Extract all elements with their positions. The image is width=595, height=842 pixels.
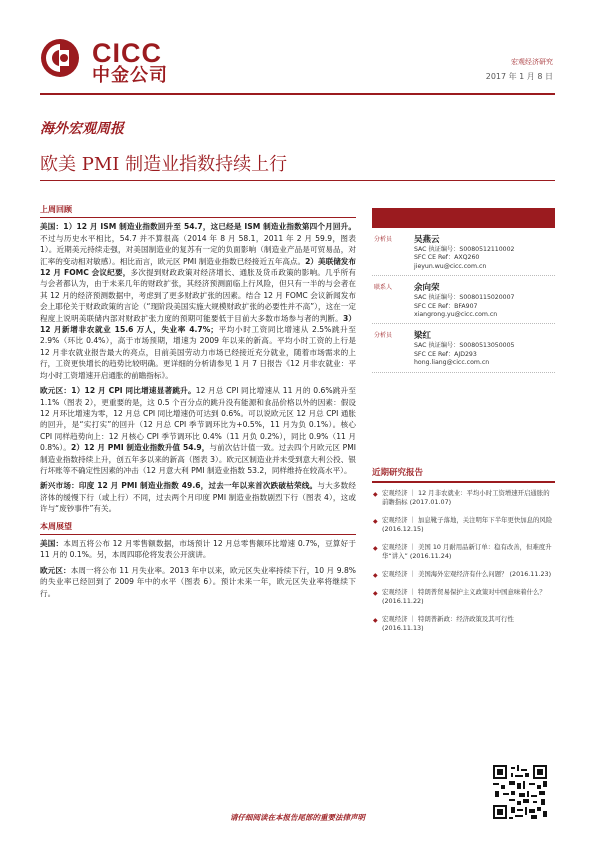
header-divider bbox=[40, 93, 555, 95]
analyst-email[interactable]: hong.liang@cicc.com.cn bbox=[414, 359, 490, 367]
logo-wordmark-en: CICC bbox=[92, 38, 162, 68]
cicc-logo-icon bbox=[40, 38, 80, 78]
us-paragraph: 美国：1）12 月 ISM 制造业指数回升至 54.7，这已经是 ISM 制造业指数第四个月回升。不过与历史水平相比，54.7 并不算很高（2014 年 8 月 58.1，2011 年 2 月 59.9，图表 1）。近期美元持续走强，对美国制造业的复苏有一定的负面影响（制造业产品是可贸易品，对汇率的变动相对敏感）。相比而言，欧元区 PMI 制造业指数已经接近五年高点。2）美联储发布 12 月 FOMC 会议纪要，多次提到财政政策对经济增长、通胀及货币政策的影响。几乎所有与会者都认为，由于未来几年的财政扩张，其经济预测面临上行风险，但只有一半的与会者在其 12 月的经济预测数据中，考虑到了更多财政扩张的因素。结合 12 月 FOMC 会议新闻发布会上耶伦关于财政政策的言论（“现阶段美国实施大规模财政扩张的必要性并不高”），这在一定程度上说明美联储内部对财政扩张力度的预期可能要低于目前大多数市场参与者的判断。3）12 月新增非农就业 15.6 万人，失业率 4.7%；平均小时工资同比增速从 2.5%跳升至 2.9%（环比 0.4%），高于市场预期，增速为 2009 年以来的新高。平均小时工资的上行是 12 月非农就业报告最大的亮点，目前美国劳动力市场已经接近充分就业，随着市场需求的上行，工资更快增长的趋势比较明确。更详细的分析请参见 1 月 7 日报告《12 月非农就业：平均小时工资增速开启通胀的前瞻指标》。 bbox=[40, 222, 357, 380]
analyst-card: 联系人 余向荣 SAC 执证编号：S0080115020007 SFC CE Ref：BFA907 xiangrong.yu@cicc.com.cn bbox=[372, 276, 555, 324]
bullet-icon: ◆ bbox=[373, 572, 378, 579]
title-divider bbox=[40, 180, 555, 181]
analyst-name: 吴燕云 bbox=[414, 235, 440, 245]
bullet-icon: ◆ bbox=[373, 491, 378, 498]
related-report-link[interactable]: ◆ 宏观经济 ｜ 美国海外宏观经济有什么问题？ (2016.11.23) bbox=[373, 570, 552, 579]
main-content bbox=[40, 204, 356, 603]
bullet-icon: ◆ bbox=[373, 590, 378, 597]
related-report-link[interactable]: ◆ 宏观经济 ｜ 美国 10 月耐用品新订单：稳有改善，但难度升华“讲入” (2016.11.24) bbox=[373, 543, 552, 560]
report-category: 宏观经济研究 bbox=[511, 58, 553, 66]
analyst-name: 梁红 bbox=[414, 331, 432, 342]
next-eu-paragraph: 欧元区：本周一将公布 11 月失业率。2013 年中以来，欧元区失业率持续下行，10 月 9.8%的失业率已经回到了 2009 年中的水平（图表 6）。预计未来一年，欧元区失业率将继续下行。 bbox=[40, 565, 356, 598]
analyst-sidebar bbox=[372, 208, 555, 373]
related-report-link[interactable]: ◆ 宏观经济 ｜ 加息靴子落地，关注明年下半年更快加息的风险 (2016.12.15) bbox=[373, 516, 553, 533]
sidebar-header-bar bbox=[372, 208, 555, 228]
related-report-link[interactable]: ◆ 宏观经济 ｜ 12 月非农就业：平均小时工资增速开启通胀的前瞻指标 (2017.01.07) bbox=[373, 489, 550, 506]
bullet-icon: ◆ bbox=[373, 617, 378, 624]
related-reports-heading: 近期研究报告 bbox=[372, 466, 555, 483]
eu-paragraph: 欧元区：1）12 月 CPI 同比增速显著跳升。12 月总 CPI 同比增速从 11 月的 0.6%跳升至 1.1%（图表 2），更重要的是，这 0.5 个百分点的跳升没有能源和食品价格以外的因素：假设 12 月环比增速为零，12 月总 CPI 同比增速仍可达到 0.6%。可以说欧元区 12 月总 CPI 通胀的回升，是“实打实”的回升（12 月总 CPI 季节调环比为+0.5%，11 月为负 0.1%）。核心 CPI 同样趋势向上：12 月核心 CPI 季节调环比 0.4%（11 月负 0.2%），同比 0.9%（11 月 0.8%）。2）12 月 PMI 制造业指数升值 54.9，与前次估计值一致。过去四个月欧元区 PMI 制造业指数持续上升，创五年多以来的新高（图表 3）。欧元区制造业并未受到意大利公投、银行坏账等不确定性因素的冲击（12 月意大利 PMI 制造业指数 53.2，同样维持在较高水平）。 bbox=[40, 386, 356, 475]
analyst-role: 分析员 bbox=[374, 236, 393, 243]
report-date: 2017 年 1 月 8 日 bbox=[485, 72, 553, 81]
report-series: 海外宏观周报 bbox=[40, 121, 124, 137]
section-heading-last-week: 上周回顾 bbox=[40, 204, 356, 218]
analyst-email[interactable]: xiangrong.yu@cicc.com.cn bbox=[414, 311, 498, 319]
report-title: 欧美 PMI 制造业指数持续上行 bbox=[40, 154, 288, 175]
em-paragraph: 新兴市场：印度 12 月 PMI 制造业指数 49.6，过去一年以来首次跌破枯荣线。与大多数经济体的缓慢下行（或上行）不同，过去两个月印度 PMI 制造业指数剧烈下行（图表 4），这或许与“废钞事件”有关。 bbox=[40, 481, 357, 514]
related-report-link[interactable]: ◆ 宏观经济 ｜ 特朗普贸易保护主义政策对中国意味着什么？ (2016.11.22) bbox=[373, 588, 546, 605]
analyst-email[interactable]: jieyun.wu@cicc.com.cn bbox=[414, 262, 487, 270]
analyst-name: 余向荣 bbox=[414, 283, 440, 294]
related-reports-list bbox=[372, 489, 555, 642]
related-report-link[interactable]: ◆ 宏观经济 ｜ 特朗普新政：经济政策及其可行性 (2016.11.13) bbox=[373, 615, 514, 632]
analyst-role: 分析员 bbox=[374, 332, 393, 340]
logo-wordmark-cn: 中金公司 bbox=[92, 65, 168, 86]
section-heading-this-week: 本周展望 bbox=[40, 521, 356, 535]
analyst-card: 分析员 吴燕云 SAC 执证编号：S0080512110002 SFC CE Ref：AXQ260 jieyun.wu@cicc.com.cn bbox=[372, 228, 555, 276]
bullet-icon: ◆ bbox=[373, 545, 378, 552]
analyst-card: 分析员 梁红 SAC 执证编号：S0080513050005 SFC CE Ref：AJD293 hong.liang@cicc.com.cn bbox=[372, 324, 555, 372]
bullet-icon: ◆ bbox=[373, 518, 378, 525]
legal-disclaimer-footer: 请仔细阅读在本报告尾部的重要法律声明 bbox=[230, 813, 365, 822]
next-us-paragraph: 美国：本周五将公布 12 月零售额数据，市场预计 12 月总零售额环比增速 0.7%，豆算好于 11 月的 0.1%。另，本周四耶伦将发表公开演讲。 bbox=[40, 538, 357, 560]
analyst-role: 联系人 bbox=[374, 284, 393, 292]
